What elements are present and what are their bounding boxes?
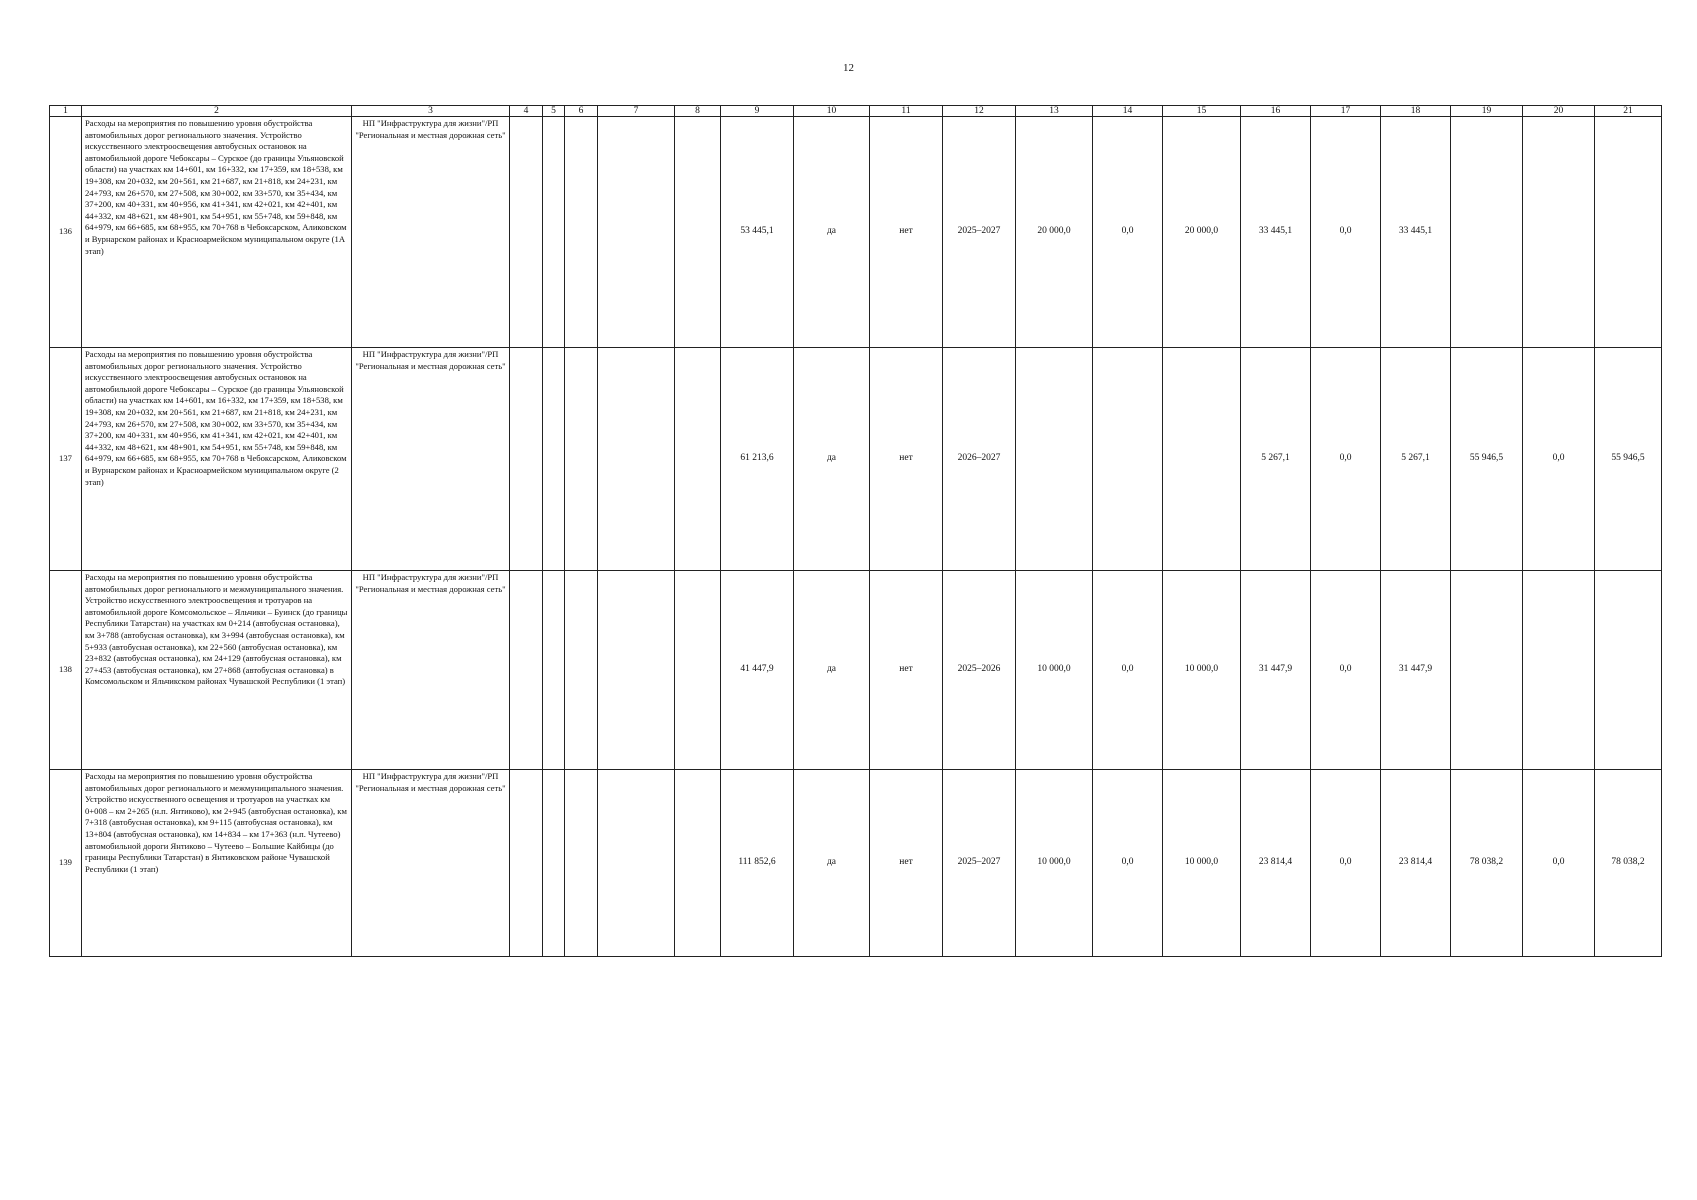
cell-col21 [1595,117,1662,348]
header-cell: 3 [352,106,510,117]
header-cell: 11 [870,106,943,117]
cell-col10: да [794,117,870,348]
table-row [50,117,1662,348]
cell-col15: 10 000,0 [1163,571,1241,770]
header-cell: 7 [598,106,675,117]
project-name: НП "Инфраструктура для жизни"/РП "Региональная и местная дорожная сеть" [352,117,510,348]
cell-col20: 0,0 [1523,770,1595,957]
cell-col18: 23 814,4 [1381,770,1451,957]
cell-col17: 0,0 [1311,348,1381,571]
cell-col13: 10 000,0 [1016,770,1093,957]
event-description: Расходы на мероприятия по повышению уровня обустройства автомобильных дорог регионального значения. Устройство искусственного электроосвещения автобусных остановок на автомобильной дороге Чебоксары – Сурское (до границы Ульяновской области) на участках км 14+601, км 16+332, км 17+359, км 18+538, км 19+308, км 20+032, км 20+561, км 21+687, км 21+818, км 24+231, км 24+793, км 26+570, км 27+508, км 30+002, км 33+570, км 35+434, км 37+200, км 40+331, км 40+956, км 41+341, км 42+021, км 42+401, км 44+332, км 48+621, км 48+901, км 54+951, км 55+748, км 59+848, км 64+979, км 66+685, км 68+955, км 70+768 в Чебоксарском, Аликовском и Вурнарском районах и Красноармейском муниципальном округе (1А этап) [82,117,352,348]
cell-col11: нет [870,117,943,348]
cell-col16: 5 267,1 [1241,348,1311,571]
row-number: 137 [50,348,82,571]
header-cell: 1 [50,106,82,117]
header-cell: 15 [1163,106,1241,117]
cell-col13: 20 000,0 [1016,117,1093,348]
cell-col6 [565,770,598,957]
period: 2025–2026 [943,571,1016,770]
row-number: 136 [50,117,82,348]
period: 2025–2027 [943,770,1016,957]
header-cell: 5 [543,106,565,117]
total-cost: 53 445,1 [721,117,794,348]
cell-col18: 31 447,9 [1381,571,1451,770]
project-name: НП "Инфраструктура для жизни"/РП "Региональная и местная дорожная сеть" [352,348,510,571]
cell-col14: 0,0 [1093,571,1163,770]
period: 2025–2027 [943,117,1016,348]
header-cell: 13 [1016,106,1093,117]
cell-col15: 20 000,0 [1163,117,1241,348]
row-number: 139 [50,770,82,957]
cell-col20 [1523,571,1595,770]
cell-col10: да [794,571,870,770]
event-description: Расходы на мероприятия по повышению уровня обустройства автомобильных дорог регионального и межмуниципального значения. Устройство искусственного электроосвещения и тротуаров на автомобильной дороге Комсомольское – Яльчики – Буинск (до границы Республики Татарстан) на участках км 0+214 (автобусная остановка), км 3+788 (автобусная остановка), км 3+994 (автобусная остановка), км 5+933 (автобусная остановка), км 22+560 (автобусная остановка), км 23+832 (автобусная остановка), км 24+129 (автобусная остановка), км 27+453 (автобусная остановка), км 27+868 (автобусная остановка) в Комсомольском и Яльчикском районах Чувашской Республики (1 этап) [82,571,352,770]
cell-col20: 0,0 [1523,348,1595,571]
header-row [50,106,1662,117]
cell-col5 [543,117,565,348]
cell-col7 [598,348,675,571]
cell-col7 [598,117,675,348]
header-cell: 18 [1381,106,1451,117]
period: 2026–2027 [943,348,1016,571]
cell-col18: 33 445,1 [1381,117,1451,348]
cell-col16: 33 445,1 [1241,117,1311,348]
row-number: 138 [50,571,82,770]
cell-col4 [510,117,543,348]
header-cell: 16 [1241,106,1311,117]
event-description: Расходы на мероприятия по повышению уровня обустройства автомобильных дорог регионального значения. Устройство искусственного электроосвещения автобусных остановок на автомобильной дороге Чебоксары – Сурское (до границы Ульяновской области) на участках км 14+601, км 16+332, км 17+359, км 18+538, км 19+308, км 20+032, км 20+561, км 21+687, км 21+818, км 24+231, км 24+793, км 26+570, км 27+508, км 30+002, км 33+570, км 35+434, км 37+200, км 40+331, км 40+956, км 41+341, км 42+021, км 42+401, км 44+332, км 48+621, км 48+901, км 54+951, км 55+748, км 59+848, км 64+979, км 66+685, км 68+955, км 70+768 в Чебоксарском, Аликовском и Вурнарском районах и Красноармейском муниципальном округе (2 этап) [82,348,352,571]
cell-col20 [1523,117,1595,348]
cell-col16: 31 447,9 [1241,571,1311,770]
header-cell: 9 [721,106,794,117]
page-number: 12 [843,62,854,74]
cell-col5 [543,770,565,957]
cell-col19 [1451,571,1523,770]
table-row [50,348,1662,571]
header-cell: 17 [1311,106,1381,117]
cell-col7 [598,770,675,957]
cell-col5 [543,571,565,770]
total-cost: 41 447,9 [721,571,794,770]
header-cell: 8 [675,106,721,117]
cell-col14 [1093,348,1163,571]
total-cost: 111 852,6 [721,770,794,957]
cell-col19: 55 946,5 [1451,348,1523,571]
table-row [50,770,1662,957]
cell-col6 [565,348,598,571]
cell-col15: 10 000,0 [1163,770,1241,957]
cell-col19: 78 038,2 [1451,770,1523,957]
cell-col10: да [794,348,870,571]
cell-col17: 0,0 [1311,117,1381,348]
cell-col17: 0,0 [1311,571,1381,770]
cell-col4 [510,348,543,571]
header-cell: 2 [82,106,352,117]
cell-col21: 78 038,2 [1595,770,1662,957]
header-cell: 12 [943,106,1016,117]
table-row [50,571,1662,770]
cell-col8 [675,571,721,770]
cell-col6 [565,117,598,348]
cell-col14: 0,0 [1093,117,1163,348]
cell-col8 [675,117,721,348]
header-cell: 6 [565,106,598,117]
cell-col11: нет [870,348,943,571]
cell-col5 [543,348,565,571]
cell-col17: 0,0 [1311,770,1381,957]
header-cell: 19 [1451,106,1523,117]
cell-col14: 0,0 [1093,770,1163,957]
event-description: Расходы на мероприятия по повышению уровня обустройства автомобильных дорог регионального и межмуниципального значения. Устройство искусственного освещения и тротуаров на участках км 0+008 – км 2+265 (н.п. Янтиково), км 2+945 (автобусная остановка), км 7+318 (автобусная остановка), км 9+115 (автобусная остановка), км 13+804 (автобусная остановка), км 14+834 – км 17+363 (н.п. Чутеево) автомобильной дороги Янтиково – Чутеево – Большие Кайбицы (до границы Республики Татарстан) в Янтиковском районе Чувашской Республики (1 этап) [82,770,352,957]
cell-col10: да [794,770,870,957]
cell-col13: 10 000,0 [1016,571,1093,770]
cell-col6 [565,571,598,770]
header-cell: 14 [1093,106,1163,117]
header-cell: 20 [1523,106,1595,117]
cell-col18: 5 267,1 [1381,348,1451,571]
cell-col21 [1595,571,1662,770]
header-cell: 21 [1595,106,1662,117]
header-cell: 4 [510,106,543,117]
cell-col8 [675,770,721,957]
cell-col4 [510,770,543,957]
header-cell: 10 [794,106,870,117]
cell-col21: 55 946,5 [1595,348,1662,571]
cell-col7 [598,571,675,770]
project-name: НП "Инфраструктура для жизни"/РП "Региональная и местная дорожная сеть" [352,770,510,957]
cell-col13 [1016,348,1093,571]
data-table [49,105,1662,957]
cell-col4 [510,571,543,770]
cell-col16: 23 814,4 [1241,770,1311,957]
total-cost: 61 213,6 [721,348,794,571]
cell-col11: нет [870,770,943,957]
project-name: НП "Инфраструктура для жизни"/РП "Региональная и местная дорожная сеть" [352,571,510,770]
cell-col15 [1163,348,1241,571]
cell-col19 [1451,117,1523,348]
cell-col8 [675,348,721,571]
cell-col11: нет [870,571,943,770]
